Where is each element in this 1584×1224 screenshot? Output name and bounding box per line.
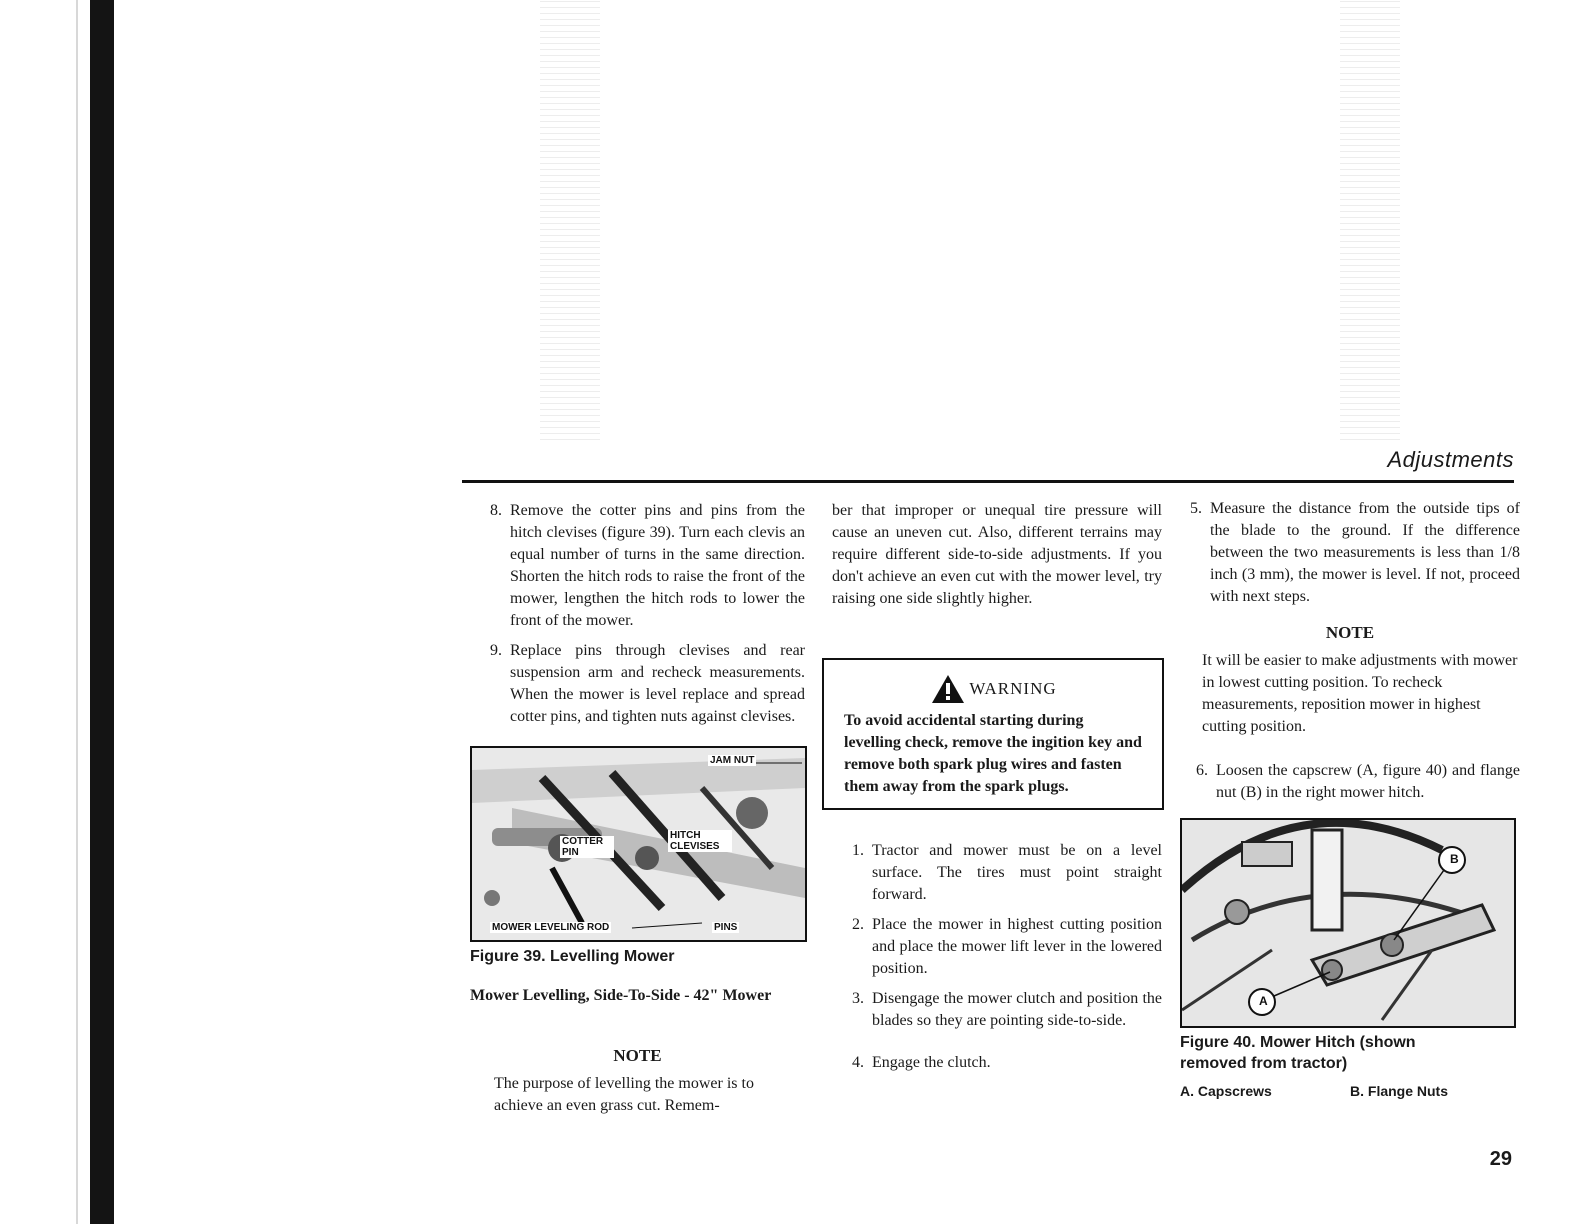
note-text: The purpose of levelling the mower is to achieve an even grass cut. Remem- <box>494 1075 754 1114</box>
warning-text: To avoid accidental starting during levelling check, remove the ingition key and remove both spark plug wires and fasten them away from the spark plugs. <box>844 712 1142 795</box>
binding-edge <box>76 0 78 1224</box>
figure-39-caption: Figure 39. Levelling Mower <box>470 948 675 965</box>
note-text: It will be easier to make adjustments with mower in lowest cutting position. To recheck measurements, reposition mower in highest cutting position. <box>1202 652 1518 735</box>
page-number: 29 <box>1489 1148 1512 1170</box>
step-text: Replace pins through clevises and rear suspension arm and recheck measurements. When the mower is level replace and spread cotter pins, and tighten nuts against clevises. <box>510 642 805 725</box>
figure-40-caption: Figure 40. Mower Hitch (shown removed from tractor) <box>1180 1034 1416 1072</box>
step-text: Place the mower in highest cutting position and place the mower lift lever in the lowered position. <box>872 916 1162 977</box>
callout-b: B <box>1450 852 1459 866</box>
step-number: 4. <box>852 1054 864 1071</box>
right-column <box>1180 498 1520 1102</box>
middle-column <box>832 500 1162 1082</box>
steps-list-middle <box>832 840 1162 1074</box>
step-8 <box>470 500 805 632</box>
callout-a: A <box>1259 994 1268 1008</box>
page-binding <box>90 0 114 1224</box>
step-6 <box>1176 760 1520 804</box>
step-3 <box>832 988 1162 1032</box>
step-number: 9. <box>490 642 502 659</box>
figure-39-illustration <box>470 746 807 942</box>
continued-paragraph: ber that improper or unequal tire pressure will cause an uneven cut. Also, different terrains may require different side-to-side adjustments. If you don't achieve an even cut with the mower level, try raising one side slightly higher. <box>832 502 1162 607</box>
subheading-side-to-side: Mower Levelling, Side-To-Side - 42" Mower <box>470 987 772 1004</box>
bleed-through-left <box>540 0 600 440</box>
step-1 <box>832 840 1162 906</box>
bleed-through-right <box>1340 0 1400 440</box>
note-heading: NOTE <box>1325 623 1375 642</box>
callout-cotter-pin: COTTER PIN <box>560 836 614 858</box>
header-rule <box>462 480 1514 483</box>
step-5 <box>1170 498 1520 608</box>
figure-39-drawing <box>472 748 805 940</box>
callout-jam-nut: JAM NUT <box>710 755 755 766</box>
step-text: Loosen the capscrew (A, figure 40) and flange nut (B) in the right mower hitch. <box>1216 762 1520 801</box>
figure-40-illustration <box>1180 818 1516 1028</box>
step-number: 6. <box>1196 762 1208 779</box>
note-heading: NOTE <box>613 1046 662 1065</box>
figure-40-drawing <box>1182 820 1514 1026</box>
left-column <box>470 500 805 1117</box>
step-text: Remove the cotter pins and pins from the hitch clevises (figure 39). Turn each clevis an equal number of turns in the same direction. Shorten the hitch rods to raise the front of the mower, lengthen the hitch rods to lower the front of the mower. <box>510 502 805 629</box>
figure-40-legend <box>1180 1080 1520 1102</box>
warning-box <box>822 658 1164 810</box>
step-number: 2. <box>852 916 864 933</box>
warning-triangle-icon <box>931 674 965 704</box>
step-4 <box>832 1052 1162 1074</box>
warning-title: WARNING <box>969 679 1057 698</box>
callout-pins: PINS <box>714 922 738 933</box>
warning-header <box>844 674 1144 704</box>
section-title: Adjustments <box>1387 447 1514 472</box>
legend-capscrews: A. Capscrews <box>1180 1083 1272 1099</box>
step-9 <box>470 640 805 728</box>
step-2 <box>832 914 1162 980</box>
step-text: Disengage the mower clutch and position the blades so they are pointing side-to-side. <box>872 990 1162 1029</box>
callout-hitch-clevises: HITCH CLEVISES <box>668 830 732 852</box>
legend-flange-nuts: B. Flange Nuts <box>1350 1083 1449 1099</box>
step-number: 1. <box>852 842 864 859</box>
step-number: 8. <box>490 502 502 519</box>
steps-list-left <box>470 500 805 728</box>
step-text: Engage the clutch. <box>872 1054 991 1071</box>
step-number: 5. <box>1190 500 1202 517</box>
step-number: 3. <box>852 990 864 1007</box>
callout-mower-leveling-rod: MOWER LEVELING ROD <box>492 922 610 933</box>
step-text: Measure the distance from the outside tips of the blade to the ground. If the difference between the two measurements is less than 1/8 inch (3 mm), the mower is level. If not, proceed with next steps. <box>1210 500 1520 605</box>
step-text: Tractor and mower must be on a level surface. The tires must point straight forward. <box>872 842 1162 903</box>
